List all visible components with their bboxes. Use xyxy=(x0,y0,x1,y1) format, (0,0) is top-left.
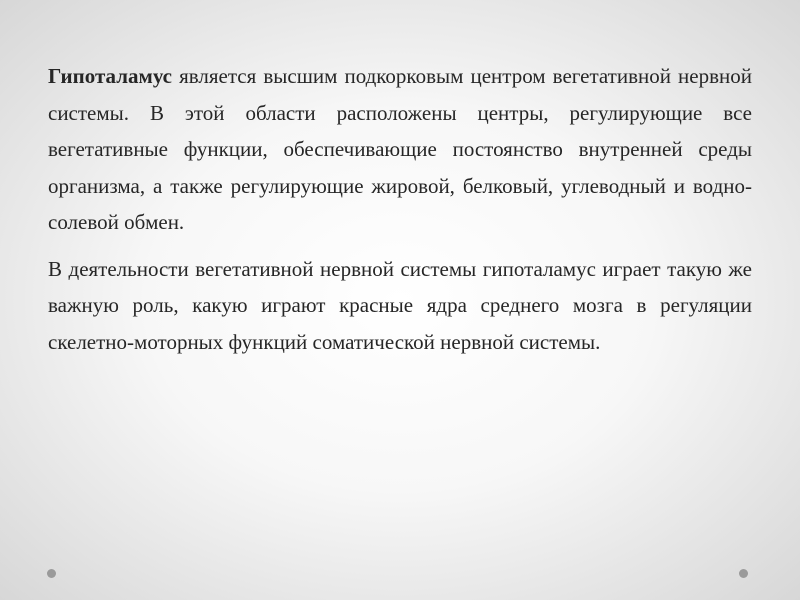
paragraph-hypothalamus-definition xyxy=(48,58,752,241)
slide-content xyxy=(48,58,752,360)
paragraph-2-text: В деятельности вегетативной нервной системы гипоталамус играет такую же важную роль, какую играют красные ядра среднего мозга в регуляции скелетно-моторных функций соматической нервной системы. xyxy=(48,256,752,354)
decorative-dot-left xyxy=(47,569,56,578)
paragraph-1-text: является высшим подкорковым центром вегетативной нервной системы. В этой области расположены центры, регулирующие все вегетативные функции, обеспечивающие постоянство внутренней среды организма, а также регулирующие жировой, белковый, углеводный и водно-солевой обмен. xyxy=(48,64,752,234)
decorative-dot-right xyxy=(739,569,748,578)
paragraph-hypothalamus-role xyxy=(48,251,752,361)
term-hypothalamus: Гипоталамус xyxy=(48,64,173,88)
